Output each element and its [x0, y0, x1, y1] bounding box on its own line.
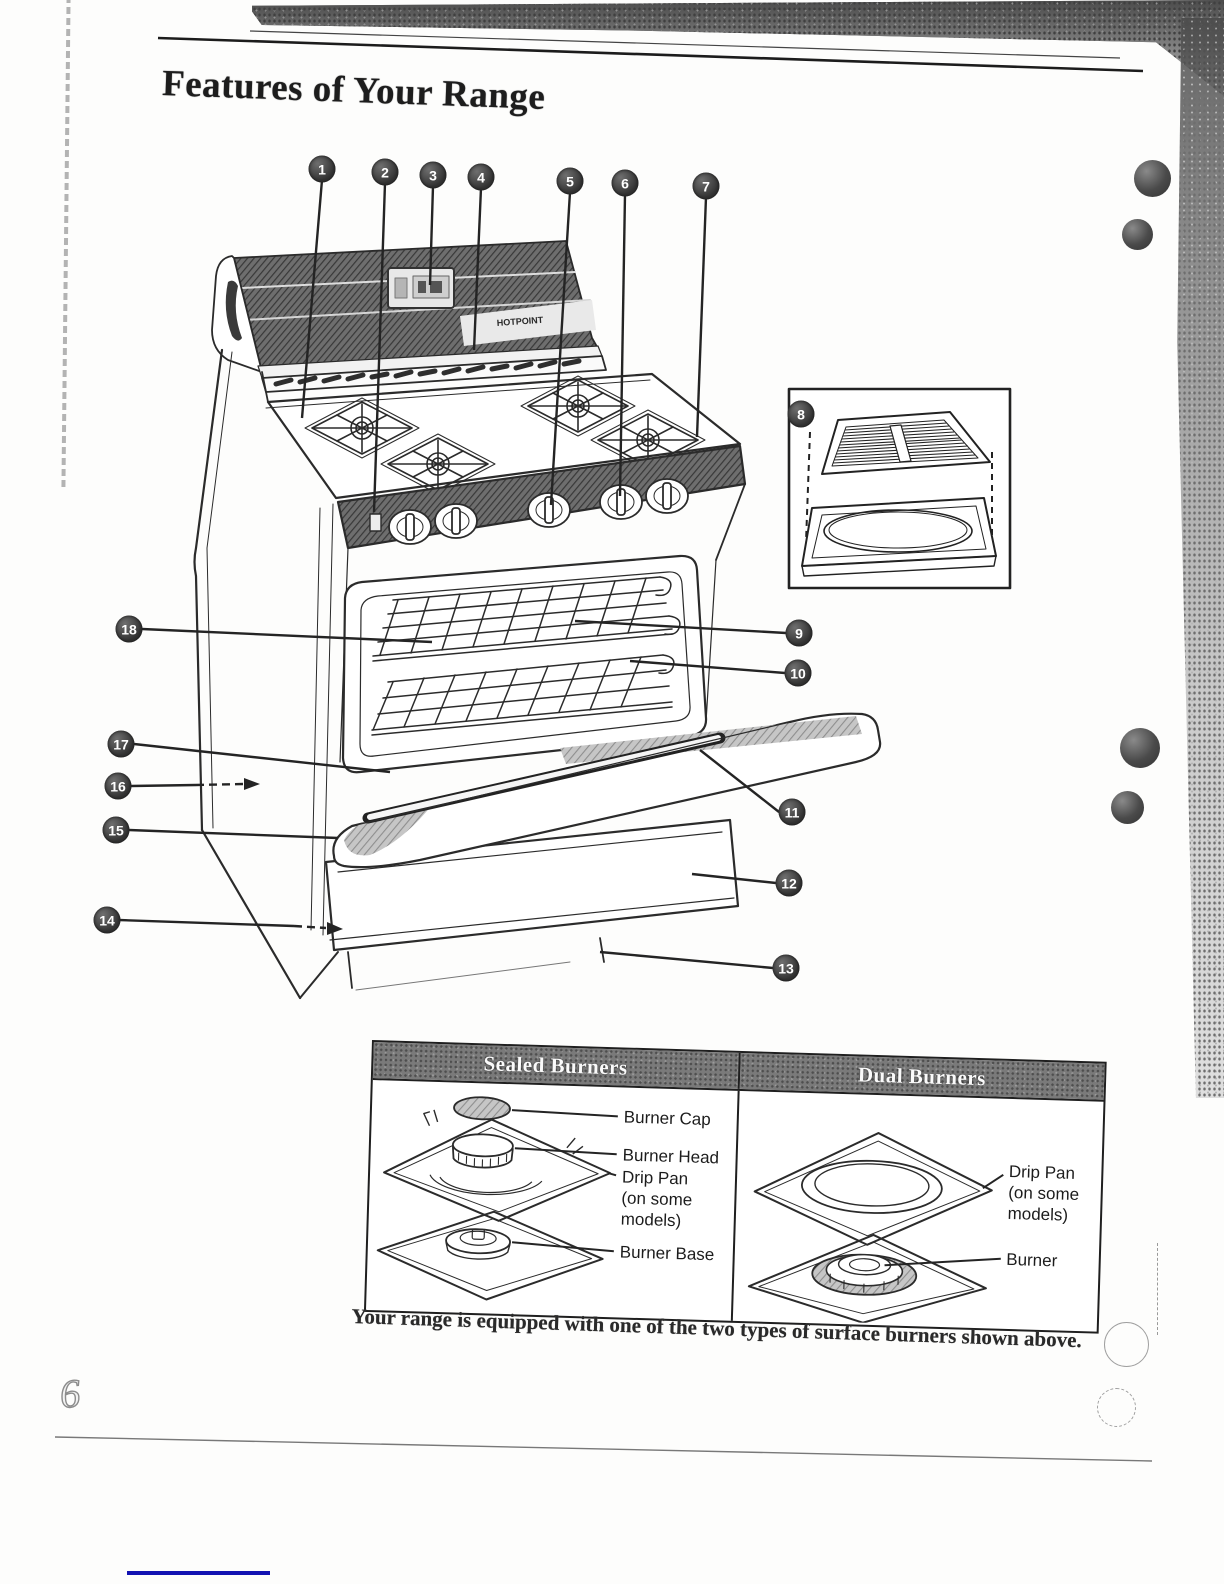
burner-knob: [646, 479, 688, 513]
callout-4: 4: [468, 164, 495, 191]
callout-12: 12: [776, 870, 803, 897]
broiler-pan-inset: [789, 389, 1010, 588]
drip-pan-label: Drip Pan (on some models): [1007, 1161, 1080, 1225]
callout-10: 10: [785, 660, 812, 687]
dual-burner-shape: [811, 1253, 916, 1296]
clock-display: [388, 268, 454, 308]
callout-2: 2: [372, 159, 399, 186]
burner-knob: [435, 504, 477, 538]
dual-burners-header: Dual Burners: [739, 1053, 1104, 1100]
burner-comparison-panel: [364, 1040, 1107, 1334]
burner-base-label: Burner Base: [619, 1242, 715, 1265]
sealed-burners-cell: [366, 1080, 739, 1321]
callout-8: 8: [788, 401, 815, 428]
burner-cap-label: Burner Cap: [623, 1107, 712, 1130]
burner-head-label: Burner Head: [622, 1145, 720, 1168]
sealed-burners-header: Sealed Burners: [373, 1042, 740, 1089]
callout-7: 7: [693, 173, 720, 200]
drip-pan-label: Drip Pan (on some models): [620, 1167, 693, 1231]
figure-caption: Your range is equipped with one of the two types of surface burners shown above.: [351, 1304, 1083, 1353]
burner-knob: [528, 493, 570, 527]
burner-knob: [389, 510, 431, 544]
backguard: [212, 241, 602, 378]
burner-label: Burner: [1005, 1249, 1058, 1271]
callout-5: 5: [557, 168, 584, 195]
callout-17: 17: [108, 731, 135, 758]
callout-14: 14: [94, 907, 121, 934]
callout-11: 11: [779, 799, 806, 826]
dual-burners-cell: [732, 1091, 1103, 1332]
footer-rule: [55, 1437, 1152, 1461]
callout-13: 13: [773, 955, 800, 982]
burner-cap-shape: [454, 1096, 511, 1120]
title-rule: [158, 31, 1143, 71]
callout-18: 18: [116, 616, 143, 643]
burner-head-shape: [452, 1133, 513, 1168]
burner-base-shape: [446, 1228, 511, 1260]
brand-label: HOTPOINT: [496, 314, 544, 328]
page-title: Features of Your Range: [161, 62, 547, 119]
callout-15: 15: [103, 817, 130, 844]
light-switch: [370, 514, 381, 531]
callout-16: 16: [105, 773, 132, 800]
callout-6: 6: [612, 170, 639, 197]
callout-1: 1: [309, 156, 336, 183]
callout-9: 9: [786, 620, 813, 647]
page-number: 6: [58, 1370, 82, 1417]
callout-3: 3: [420, 162, 447, 189]
